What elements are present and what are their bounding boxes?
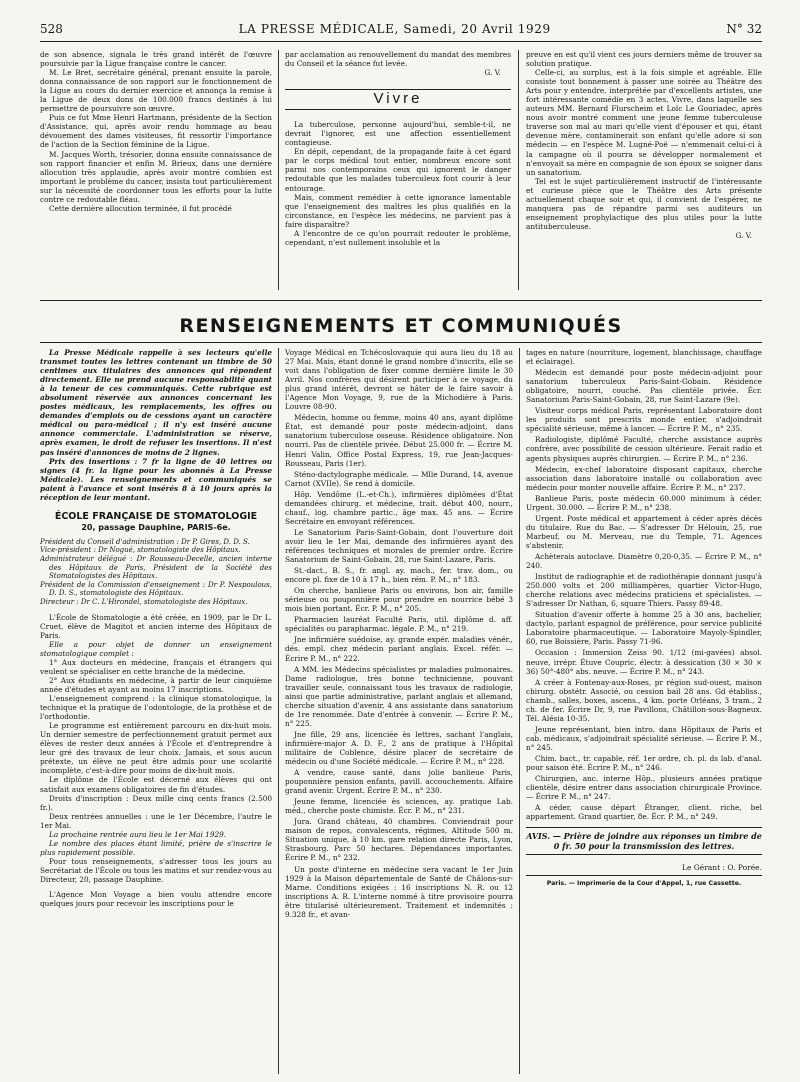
paragraph: preuve en est qu'il vient ces jours derniers même de trouver sa solution pratique.	[526, 50, 762, 69]
section-rule	[40, 300, 762, 301]
paragraph: M. Jacques Worth, trésorier, donna ensuite connaissance de son rapport financier et enfin M. Brieux, dans une dernière allocution très applaudie, après avoir montré combien est important le problème du cancer, insista tout particulièrement sur la nécessité de coordonner tous les efforts pour la lutte contre ce redoutable fléau.	[40, 149, 272, 204]
paragraph: Le programme est entièrement parcouru en dix-huit mois. Un dernier semestre de perfectionnement gratuit permet aux élèves de rester deux années à l'École et d'entreprendre à leur gré des travaux de leur choix. Jamais, et sous aucun prétexte, un élève ne peut être admis pour une scolarité incomplète, c'est-à-dire pour moins de dix-huit mois.	[40, 721, 272, 776]
paragraph: L'École de Stomatologie a été créée, en 1909, par le Dr L. Cruet, élève de Magitot et ancien interne des Hôpitaux de Paris.	[40, 612, 272, 640]
classified-ad: On cherche, banlieue Paris ou environs, bon air, famille sérieuse ou pouponnière pour prendre en nourrice bébé 3 mois bien portant. Écr. P. M., n° 205.	[285, 586, 513, 614]
classified-ad: Radiologiste, diplômé Faculté, cherche assistance auprès confrère, avec possibilité de cession ultérieure. Ferait radio et agents physiques auprès chirurgien. — Écrire P. M., n° 236.	[526, 435, 762, 463]
paragraph: A l'encontre de ce qu'on pourrait redouter le problème, cependant, n'est nullement insoluble et la	[285, 228, 511, 247]
paragraph: En dépit, cependant, de la propagande faite à cet égard par le corps médical tout entier, nombreux encore sont parmi nos contemporains ceux qui ignorent le danger redoutable que les malades tuberculeux font courir à leur entourage.	[285, 147, 511, 193]
paragraph: Tel est le sujet particulièrement instructif de l'intéressante et curieuse pièce que le Théâtre des Arts présente actuellement chaque soir et qui, il convient de l'espérer, ne manquera pas de répandre parmi ses auditeurs un enseignement prophylactique des plus utiles pour la lutte antituberculeuse.	[526, 176, 762, 231]
paragraph: 1° Aux docteurs en médecine, français et étrangers qui veulent se spécialiser en cette branche de la médecine.	[40, 657, 272, 676]
classified-ad: Un poste d'interne en médecine sera vacant le 1er Juin 1929 à la Maison départementale de Santé de Châlons-sur-Marne. Conditions exigées : 16 inscriptions N. R. ou 12 inscriptions A. R. L'interne nommé à titre provisoire pourra être titularisé ultérieurement. Traitement et indemnités : 9.328 fr., et avan-	[285, 864, 513, 919]
manager-signature: Le Gérant : O. Porée.	[681, 863, 762, 873]
classified-ad: Sténo-dactylographe médicale. — Mlle Durand, 14, avenue Carnot (XVIIe). Se rend à domicile.	[285, 469, 513, 488]
paragraph: Cette dernière allocution terminée, il fut procédé	[49, 203, 232, 213]
paragraph: Prix des insertions : 7 fr la ligne de 40 lettres ou signes (4 fr. la ligne pour les abonnés à La Presse Médicale). Les renseignements et communiqués se paient à l'avance et sont insérés 8 à 10 jours après la réception de leur montant.	[40, 456, 272, 502]
classified-ad: Pharmacien lauréat Faculté Paris, util. diplôme d. aff. spécialités ou parapharmac. légale. P. M., n° 219.	[285, 615, 513, 634]
classified-ad: Jne fille, 29 ans, licenciée ès lettres, sachant l'anglais, infirmière-major A. D. F., 2 ans de pratique à l'Hôpital militaire de Coblence, désire placer de secrétaire de médecin ou d'une Société médicale. — Écrire P. M., n° 228.	[285, 729, 513, 767]
journal-title: LA PRESSE MÉDICALE, Samedi, 20 Avril 1929	[238, 22, 551, 36]
paragraph: La tuberculose, personne aujourd'hui, semble-t-il, ne devrait l'ignorer, est une affection essentiellement contagieuse.	[285, 120, 511, 148]
paragraph: M. Le Bret, secrétaire général, prenant ensuite la parole, donna connaissance de son rapport sur le fonctionnement de la Ligue au cours du dernier exercice et annonça la remise à la Ligue de deux dons de 100.000 francs destinés à lui permettre de poursuivre son œuvre.	[40, 68, 272, 114]
column-separator	[518, 50, 519, 290]
classified-ad: A créer à Fontenay-aux-Roses, pr région sud-ouest, maison chirurg. obstétr. Associé, ou cession bail 28 ans. Gd établiss., chamb., salles, boxes, ascens., 4 km. porte Orléans, 3 tram., 2 ch. de fer. Écrire Dr, 9, rue Pavillons, Châtillon-sous-Bagneux. Tél. Alésia 10-35.	[526, 677, 762, 723]
classified-ad: A vendre, cause santé, dans jolie banlieue Paris, pouponnière pension enfants, pavill. accouchements. Affaire grand avenir. Urgent. Écrire P. M., n° 230.	[285, 768, 513, 796]
classified-ad: Jeune femme, licenciée ès sciences, ay. pratique Lab. méd., cherche poste chimiste. Écr. P. M., n° 231.	[285, 797, 513, 816]
top-column-3	[526, 50, 762, 290]
staff-item: Directeur : Dr C. L'Hirondel, stomatologiste des Hôpitaux.	[40, 598, 248, 607]
issue-number: N° 32	[726, 22, 762, 36]
classified-ad: Médecin est demandé pour poste médecin-adjoint pour sanatorium tuberculeux Paris-Saint-Gobain. Résidence obligatoire, nourri, couché. Pas clientèle privée. Écr. Sanatorium Paris-Saint-Gobain, 28, rue Saint-Lazare (9e).	[526, 368, 762, 405]
notice-box: AVIS. — Prière de joindre aux réponses un timbre de 0 fr. 50 pour la transmission des lettres.	[526, 827, 762, 855]
classified-ad: Le Sanatorium Paris-Saint-Gobain, dont l'ouverture doit avoir lieu le 1er Mai, demande des infirmières ayant des références techniques et morales de premier ordre. Écrire Sanatorium de Saint-Gobain, 28, rue Saint-Lazare, Paris.	[285, 527, 513, 565]
paragraph: La prochaine rentrée aura lieu le 1er Mai 1929.	[49, 829, 227, 839]
bottom-column-1	[40, 348, 272, 1074]
paragraph: Droits d'inscription : Deux mille cinq cents francs (2.500 fr.).	[40, 793, 272, 812]
paragraph: L'enseignement comprend : la clinique stomatologique, la technique et la pratique de l'odontologie, de la prothèse et de l'orthodontie.	[40, 694, 272, 722]
staff-list	[40, 538, 272, 607]
paragraph: Elle a pour objet de donner un enseignement stomatologique complet :	[40, 639, 272, 658]
paragraph: 2° Aux étudiants en médecine, à partir de leur cinquième année d'études et ayant au moins 17 inscriptions.	[40, 675, 272, 695]
paragraph: de son absence, signala le très grand intérêt de l'œuvre poursuivie par la Ligue française contre le cancer.	[40, 50, 272, 69]
classified-ad: Jne infirmière suédoise, ay. grande expér. maladies vénér., dés. empl. chez médecin parlant anglais. Excel. référ. — Écrire P. M., n° 222.	[285, 635, 513, 663]
newspaper-page	[40, 22, 762, 1074]
page-number: 528	[40, 22, 63, 36]
article-title-box	[285, 89, 511, 110]
page-header	[40, 22, 762, 40]
classified-ad: Jeune représentant, bien intro. dans Hôpitaux de Paris et cab. médicaux, s'adjoindrait spécialité sérieuse. — Écrire P. M., n° 245.	[526, 724, 762, 752]
signature: G. V.	[484, 68, 501, 78]
classified-ad: Situation d'avenir offerte à homme 25 à 30 ans, bachelier, dactylo, parlant espagnol de préférence, pour service publicité Laboratoire pharmaceutique. — Laboratoire Mayoly-Spindler, 60, rue Boissière, Paris. Passy 71-96.	[526, 610, 762, 647]
classified-ad: Occasion : Immersion Zeiss 90. 1/12 (mi-gavées) absol. neuve, irrépr. Étuve Coupric, électr. à dessication (30 × 30 × 36) 50°-480° abs. neuve. — Écrire P. M., n° 243.	[526, 648, 762, 676]
school-address: 20, passage Dauphine, PARIS-6e.	[81, 522, 231, 532]
classified-ad: Achèterais autoclave. Diamètre 0,20-0,35. — Écrire P. M., n° 240.	[526, 551, 762, 571]
classified-ad: Médecin, ex-chef laboratoire disposant capitaux, cherche association dans laboratoire installé ou collaboration avec médecin pour monter nouvelle affaire. Écrire P. M., n° 237.	[526, 464, 762, 492]
paragraph: Le nombre des places étant limité, prière de s'inscrire le plus rapidement possible.	[40, 838, 272, 857]
column-separator	[519, 348, 520, 1074]
paragraph: Celle-ci, au surplus, est à la fois simple et agréable. Elle consiste tout bonnement à passer une soirée au Théâtre des Arts pour y entendre, interprétée par d'excellents artistes, une fort intéressante comédie en 3 actes, Vivre, dans laquelle ses auteurs MM. Bernard Flurscheim et Loïc Le Gouriadec, après nous avoir montré comment une jeune femme tuberculeuse traverse son mal au mari qu'elle vient d'épouser et qui, étant devenue mère, contaminerait son enfant qu'elle adore si son médecin — en l'espèce M. Lugné-Poë — n'emmenait celui-ci à la campagne où il pourra se développer normalement et n'envoyait sa mère en compagnie de son époux se soigner dans un sanatorium.	[526, 68, 762, 177]
classified-ad: Jura. Grand château, 40 chambres. Conviendrait pour maison de repos, convalescents, régimes, Altitude 500 m. Situation unique, à 10 km. gare relation directe Paris, Lyon, Strasbourg. Parc 50 hectares. Dépendances importantes. Écrire P. M., n° 232.	[285, 817, 513, 863]
paragraph: La Presse Médicale rappelle à ses lecteurs qu'elle transmet toutes les lettres contenant un timbre de 50 centimes aux titulaires des annonces qui répondent directement. Elle ne prend aucune responsabilité quant à la teneur de ces communiqués. Cette rubrique est absolument réservée aux annonces concernant les postes médicaux, les remplacements, les offres ou demandes d'emplois ou de cessions ayant un caractère médical ou para-médical ; il n'y est inséré aucune annonce commerciale. L'administration se réserve, après examen, le droit de refuser les insertions. Il n'est pas inséré d'annonces de moins de 2 lignes.	[40, 348, 272, 457]
staff-item: Président du Conseil d'administration : Dr P. Gires, D. D. S.	[40, 537, 250, 546]
classified-ad: Chirurgien, anc. interne Hôp., plusieurs années pratique clientèle, désire entrer dans association chirurgicale Province. — Écrire P. M., n° 247.	[526, 774, 762, 802]
paragraph: Le diplôme de l'École est décerné aux élèves qui ont satisfait aux examens obligatoires de fin d'études.	[40, 775, 272, 794]
header-rule	[40, 41, 762, 42]
column-separator	[278, 348, 279, 1074]
section-rule	[40, 342, 762, 343]
school-title: ÉCOLE FRANÇAISE DE STOMATOLOGIE	[54, 510, 258, 522]
signature: G. V.	[735, 230, 752, 240]
printer-imprint: Paris. — Imprimerie de la Cour d'Appel, 1, rue Cassette.	[526, 875, 762, 888]
column-separator	[278, 50, 279, 290]
classified-ad: Médecin, homme ou femme, moins 40 ans, ayant diplôme État, est demandé pour poste médecin-adjoint, dans sanatorium tuberculose osseuse. Résidence obligatoire. Non nourri. Pas de clientèle privée. Début 25.000 fr. — Écrire M. Henri Valin, Office Postal Express, 19, rue Jean-Jacques-Rousseau, Paris (1er).	[285, 413, 513, 468]
staff-item: Administrateur délégué : Dr Rousseau-Decelle, ancien interne des Hôpitaux de Paris, Président de la Société des Stomatologistes des Hôpitaux.	[40, 555, 272, 581]
classified-ad: Urgent. Poste médical et appartement à céder après décès du titulaire. Rue du Bac. — S'adresser Dr Hélouin, 25, rue Marbeuf, ou M. Merveau, rue du Temple, 71. Agences s'abstenir.	[526, 513, 762, 550]
paragraph: Pour tous renseignements, s'adresser tous les jours au Secrétariat de l'École ou tous les matins et sur rendez-vous au Directeur, 20, passage Dauphine.	[40, 856, 272, 884]
classified-ad: Hôp. Vendôme (L.-et-Ch.), infirmières diplômées d'État demandées chirurg. et médecine, trait. début 400, nourr., chauf., log. chambre partic., âge max. 45 ans. — Écrire Secrétaire en envoyant références.	[285, 489, 513, 526]
section-banner: RENSEIGNEMENTS ET COMMUNIQUÉS	[179, 315, 623, 337]
classified-ad: Banlieue Paris, poste médecin 60.000 minimum à céder. Urgent. 30.000. — Écrire P. M., n° 238.	[526, 493, 762, 512]
staff-item: Vice-président : Dr Nogué, stomatologiste des Hôpitaux.	[40, 546, 241, 555]
paragraph: Deux rentrées annuelles : une le 1er Décembre, l'autre le 1er Mai.	[40, 811, 272, 830]
article-title: Vivre	[373, 90, 423, 108]
classified-ad: Chim. bact., tr. capable, réf. 1er ordre, ch. pl. ds lab. d'anal. pour saison été. Écrire P. M., n° 246.	[526, 753, 762, 773]
paragraph: par acclamation au renouvellement du mandat des membres du Conseil et la séance fut levée.	[285, 50, 511, 69]
staff-item: Président de la Commission d'enseignement : Dr P. Nespoulous, D. D. S., stomatologiste des Hôpitaux.	[40, 580, 272, 598]
notice-intro	[40, 348, 272, 502]
classified-ad: Voyage Médical en Tchécoslovaquie qui aura lieu du 18 au 27 Mai. Mais, étant donné le grand nombre d'inscrits, elle se voit dans l'obligation de fixer comme dernière limite le 30 Avril. Nos confrères qui désirent participer à ce voyage, du plus grand intérêt, devront se hâter de le faire savoir à l'Agence Mon Voyage, 9, rue de la Michodière à Paris. Louvre 08-90.	[285, 348, 513, 412]
top-column-1	[40, 50, 272, 290]
paragraph: Mais, comment remédier à cette ignorance lamentable que l'enseignement des maîtres les plus qualifiés en la circonstance, en l'espèce les médecins, ne parvient pas à faire disparaître?	[285, 192, 511, 229]
bottom-column-3	[526, 348, 762, 1074]
classified-ad: A MM. les Médecins spécialistes pr maladies pulmonaires. Dame radiologue, très bonne technicienne, pouvant travailler seule, connaissant tous les travaux de radiologie, ainsi que partie administrative, parlant anglais et allemand, cherche situation d'avenir, 4 ans assistante dans sanatorium de 1re renommée. Date d'entrée à convenir. — Écrire P. M., n° 225.	[285, 664, 513, 728]
classified-ad: A céder, cause départ Étranger, client. riche, bel appartement. Grand quartier, 8e. Écr. P. M., n° 249.	[526, 803, 762, 822]
bottom-column-2	[285, 348, 513, 1074]
classified-ad: Institut de radiographie et de radiothérapie donnant jusqu'à 250.000 volts et 200 milliampères, quartier Victor-Hugo, cherche relations avec médecins praticiens et spécialistes. — S'adresser Dr Nathan, 6, square Thiers. Passy 89-48.	[526, 572, 762, 609]
paragraph: Puis ce fut Mme Henri Hartmann, présidente de la Section d'Assistance, qui, après avoir rendu hommage au beau dévouement des dames visiteuses, fit ressortir l'importance de l'action de la Section féminine de la Ligue.	[40, 113, 272, 150]
top-column-2	[285, 50, 511, 290]
paragraph: L'Agence Mon Voyage a bien voulu attendre encore quelques jours pour recevoir les inscriptions pour le	[40, 890, 272, 909]
classified-ad: St.-dact., B. S., fr. angl. ay. mach., fer. trav. dom., ou encore pl. fixe de 10 à 17 h., bien rém. P. M., n° 183.	[285, 566, 513, 585]
classified-ad: tages en nature (nourriture, logement, blanchissage, chauffage et éclairage).	[526, 348, 762, 367]
classified-ad: Visiteur corps médical Paris, représentant Laboratoire dont les produits sont prescrits monde entier, s'adjoindrait spécialité sérieuse, même à lancer. — Écrire P. M., n° 235.	[526, 406, 762, 434]
